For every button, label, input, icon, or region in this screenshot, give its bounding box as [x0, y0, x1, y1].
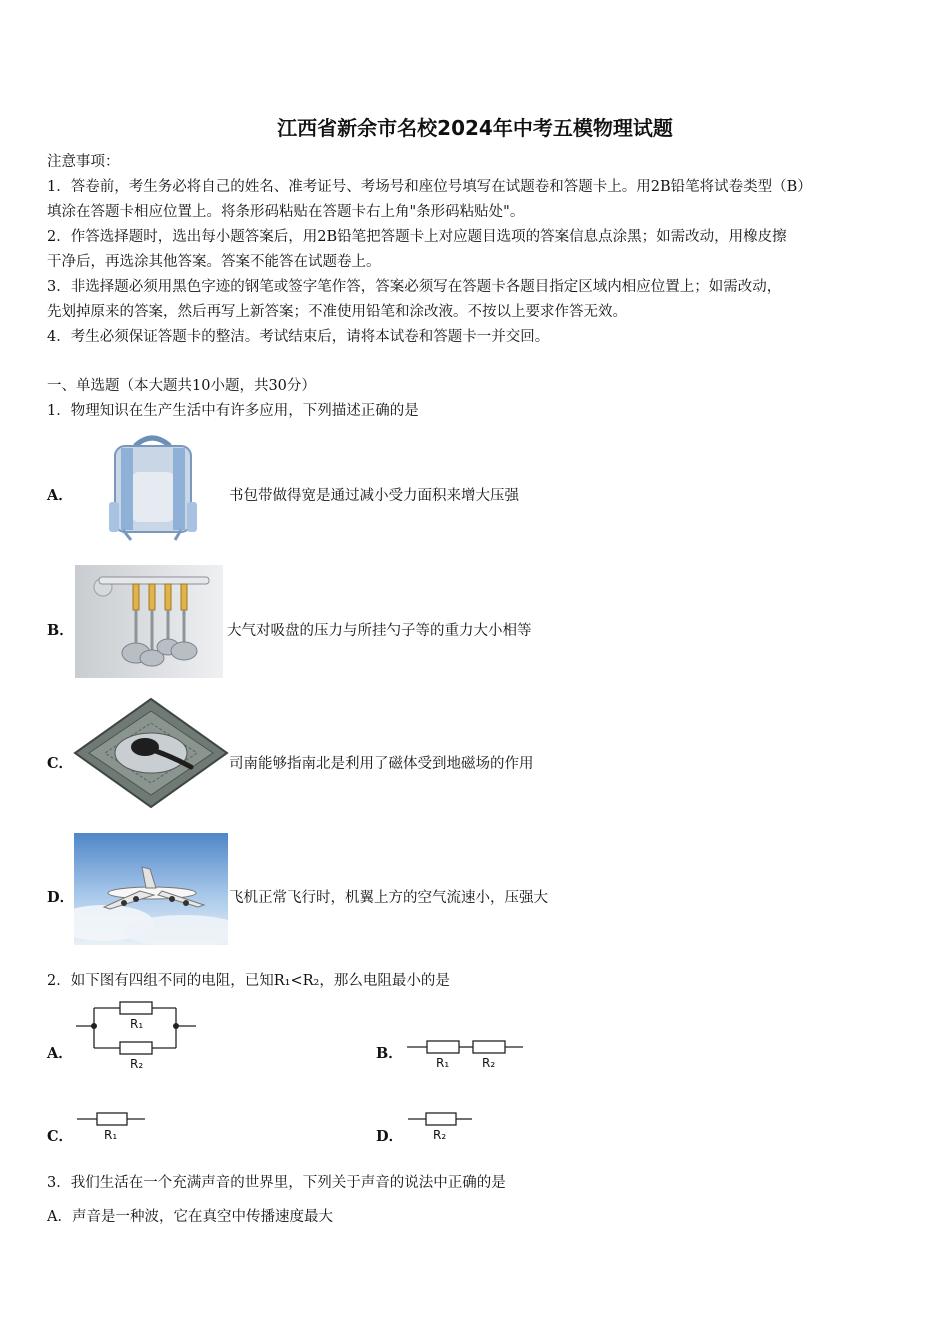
notice-line: 填涂在答题卡相应位置上。将条形码粘贴在答题卡右上角"条形码粘贴处"。 [47, 204, 525, 220]
q2-option-d-letter: D． [376, 1128, 404, 1145]
notice-line: 2．作答选择题时，选出每小题答案后，用2B铅笔把答题卡上对应题目选项的答案信息点涂黑；如需改动，用橡皮擦 [47, 229, 787, 245]
q1-option-b-letter: B． [47, 622, 74, 639]
notice-line: 3．非选择题必须用黑色字迹的钢笔或签字笔作答，答案必须写在答题卡各题目指定区域内相应位置上；如需改动， [47, 279, 782, 295]
compass-sinan-image [73, 697, 230, 809]
notice-line: 1．答卷前，考生务必将自己的姓名、准考证号、考场号和座位号填写在试题卷和答题卡上。用2B铅笔将试卷类型（B） [47, 179, 812, 195]
q1-option-c-text: 司南能够指南北是利用了磁体受到地磁场的作用 [229, 756, 534, 772]
resistor-label: R₁ [436, 1056, 450, 1070]
series-circuit-diagram [405, 1034, 525, 1074]
airplane-image [74, 833, 228, 945]
q1-option-c-letter: C． [47, 755, 74, 772]
resistor-label: R₂ [130, 1057, 144, 1071]
parallel-circuit-diagram [74, 998, 198, 1073]
q2-option-a-letter: A． [47, 1045, 73, 1062]
notice-line: 干净后，再选涂其他答案。答案不能答在试题卷上。 [47, 254, 381, 270]
suction-hook-image [75, 565, 223, 678]
q3-option-a: A．声音是一种波，它在真空中传播速度最大 [47, 1209, 333, 1225]
q2-option-c-letter: C． [47, 1128, 74, 1145]
question-3-stem: 3．我们生活在一个充满声音的世界里，下列关于声音的说法中正确的是 [47, 1175, 506, 1191]
q1-option-a-text: 书包带做得宽是通过减小受力面积来增大压强 [229, 488, 519, 504]
resistor-label: R₂ [433, 1128, 447, 1142]
notice-line: 4．考生必须保证答题卡的整洁。考试结束后，请将本试卷和答题卡一并交回。 [47, 329, 550, 345]
notice-line: 先划掉原来的答案，然后再写上新答案；不准使用铅笔和涂改液。不按以上要求作答无效。 [47, 304, 627, 320]
resistor-label: R₁ [104, 1128, 118, 1142]
resistor-label: R₂ [482, 1056, 496, 1070]
backpack-image [95, 432, 210, 542]
notice-heading: 注意事项： [47, 154, 120, 170]
question-2-stem: 2．如下图有四组不同的电阻，已知R₁<R₂，那么电阻最小的是 [47, 973, 450, 989]
page-title: 江西省新余市名校2024年中考五模物理试题 [277, 116, 673, 140]
single-resistor-r1-diagram [75, 1106, 147, 1146]
q1-option-b-text: 大气对吸盘的压力与所挂勺子等的重力大小相等 [227, 623, 532, 639]
single-resistor-r2-diagram [406, 1106, 474, 1146]
q1-option-d-text: 飞机正常飞行时，机翼上方的空气流速小，压强大 [229, 890, 548, 906]
section-heading: 一、单选题（本大题共10小题，共30分） [47, 378, 316, 394]
q1-option-a-letter: A． [47, 487, 73, 504]
question-1-stem: 1．物理知识在生产生活中有许多应用，下列描述正确的是 [47, 403, 419, 419]
q1-option-d-letter: D． [47, 889, 75, 906]
q2-option-b-letter: B． [376, 1045, 403, 1062]
resistor-label: R₁ [130, 1017, 144, 1031]
